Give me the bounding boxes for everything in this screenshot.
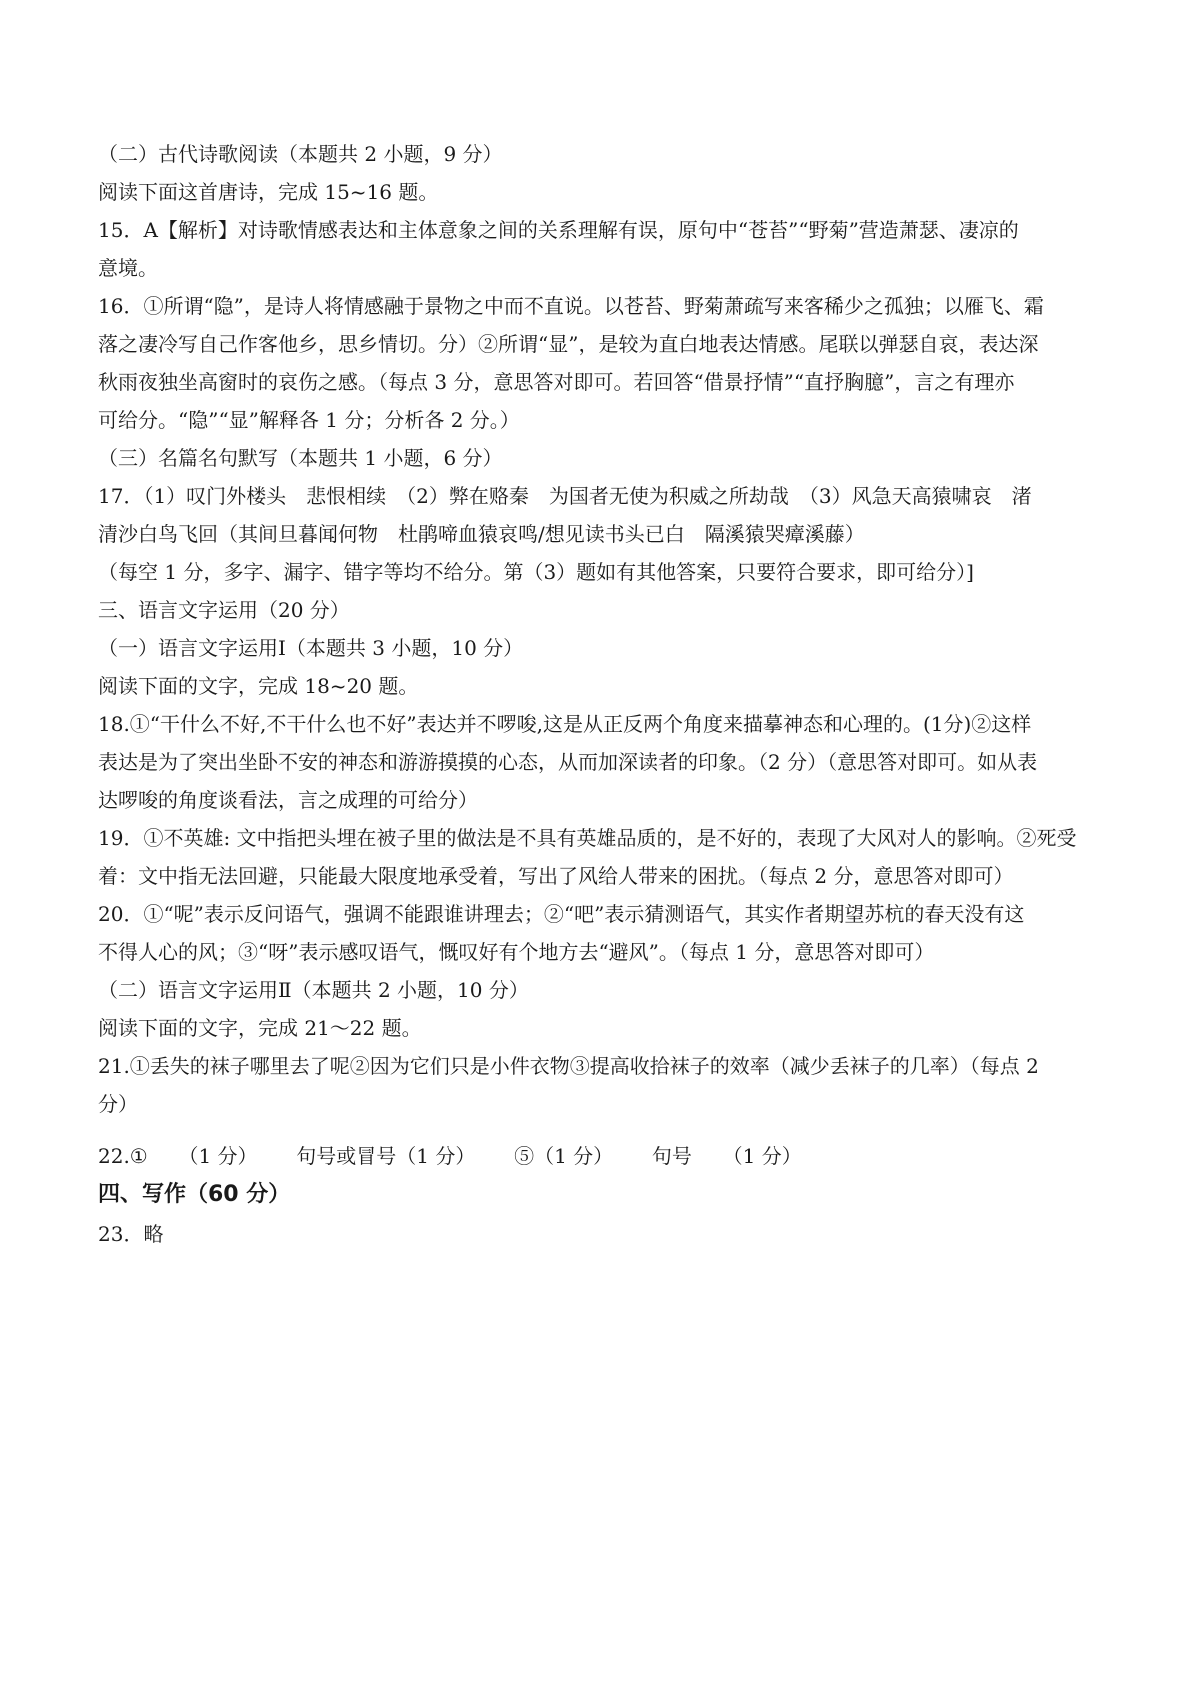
text-line: 秋雨夜独坐高窗时的哀伤之感。（每点 3 分，意思答对即可。若回答“借景抒情”“直抒胸臆”，言之有理亦 xyxy=(98,370,1015,394)
text-line: 阅读下面的文字，完成 18~20 题。 xyxy=(98,674,419,698)
text-line: 不得人心的风；③“呀”表示感叹语气，慨叹好有个地方去“避风”。（每点 1 分，意思答对即可） xyxy=(98,940,935,964)
text-line: 清沙白鸟飞回（其间旦暮闻何物 杜鹃啼血猿哀鸣/想见读书头已白 隔溪猿哭瘴溪藤） xyxy=(98,522,865,546)
section-heading-language-1: （一）语言文字运用Ⅰ（本题共 3 小题，10 分） xyxy=(98,636,524,660)
text-line: 阅读下面的文字，完成 21～22 题。 xyxy=(98,1016,422,1040)
section-heading-recitation: （三）名篇名句默写（本题共 1 小题，6 分） xyxy=(98,446,503,470)
text-line: 落之凄冷写自己作客他乡，思乡情切。分）②所谓“显”，是较为直白地表达情感。尾联以弹瑟自哀，表达深 xyxy=(98,332,1039,356)
answer-21: 21.①丢失的袜子哪里去了呢②因为它们只是小件衣物③提高收拾袜子的效率（减少丢袜子的几率）（每点 2 xyxy=(98,1054,1039,1078)
answer-22-part-b: 句号或冒号（1 分） xyxy=(296,1144,476,1168)
answer-22-number: 22.① xyxy=(98,1144,148,1168)
text-line: 分） xyxy=(98,1092,138,1116)
answer-18: 18.①“干什么不好,不干什么也不好”表达并不啰唆,这是从正反两个角度来描摹神态和心理的。(1分)②这样 xyxy=(98,712,1032,736)
answer-15: 15．A【解析】对诗歌情感表达和主体意象之间的关系理解有误，原句中“苍苔”“野菊”营造萧瑟、凄凉的 xyxy=(98,218,1019,242)
text-line: 意境。 xyxy=(98,256,158,280)
answer-22-part-e: （1 分） xyxy=(722,1144,802,1168)
answer-20: 20．①“呢”表示反问语气，强调不能跟谁讲理去；②“吧”表示猜测语气，其实作者期望苏杭的春天没有这 xyxy=(98,902,1025,926)
text-line: 达啰唆的角度谈看法，言之成理的可给分） xyxy=(98,788,478,812)
text-line: 着：文中指无法回避，只能最大限度地承受着，写出了风给人带来的困扰。（每点 2 分，意思答对即可） xyxy=(98,864,1014,888)
answer-22-part-d: 句号 xyxy=(651,1144,692,1168)
section-heading-language: 三、语言文字运用（20 分） xyxy=(98,598,350,622)
answer-22-part-c: ⑤（1 分） xyxy=(514,1144,614,1168)
answer-text xyxy=(98,135,1108,1253)
text-line: 表达是为了突出坐卧不安的神态和游游摸摸的心态，从而加深读者的印象。（2 分）（意思答对即可。如从表 xyxy=(98,750,1038,774)
answer-19: 19．①不英雄: 文中指把头埋在被子里的做法是不具有英雄品质的，是不好的，表现了大风对人的影响。②死受 xyxy=(98,826,1077,850)
text-line: （每空 1 分，多字、漏字、错字等均不给分。第（3）题如有其他答案，只要符合要求，即可给分）] xyxy=(98,560,974,584)
answer-22-part-a: （1 分） xyxy=(178,1144,258,1168)
answer-22 xyxy=(98,1137,1108,1175)
section-heading-language-2: （二）语言文字运用Ⅱ（本题共 2 小题，10 分） xyxy=(98,978,529,1002)
text-line: 阅读下面这首唐诗，完成 15~16 题。 xyxy=(98,180,439,204)
answer-17: 17．（1）叹门外楼头 悲恨相续 （2）弊在赂秦 为国者无使为积威之所劫哉 （3）风急天高猿啸哀 渚 xyxy=(98,484,1032,508)
section-heading-poetry: （二）古代诗歌阅读（本题共 2 小题，9 分） xyxy=(98,142,503,166)
text-line: 可给分。“隐”“显”解释各 1 分；分析各 2 分。） xyxy=(98,408,520,432)
section-heading-writing: 四、写作（60 分） xyxy=(98,1182,291,1207)
answer-16: 16．①所谓“隐”，是诗人将情感融于景物之中而不直说。以苍苔、野菊萧疏写来客稀少之孤独；以雁飞、霜 xyxy=(98,294,1044,318)
answer-23: 23．略 xyxy=(98,1222,164,1246)
